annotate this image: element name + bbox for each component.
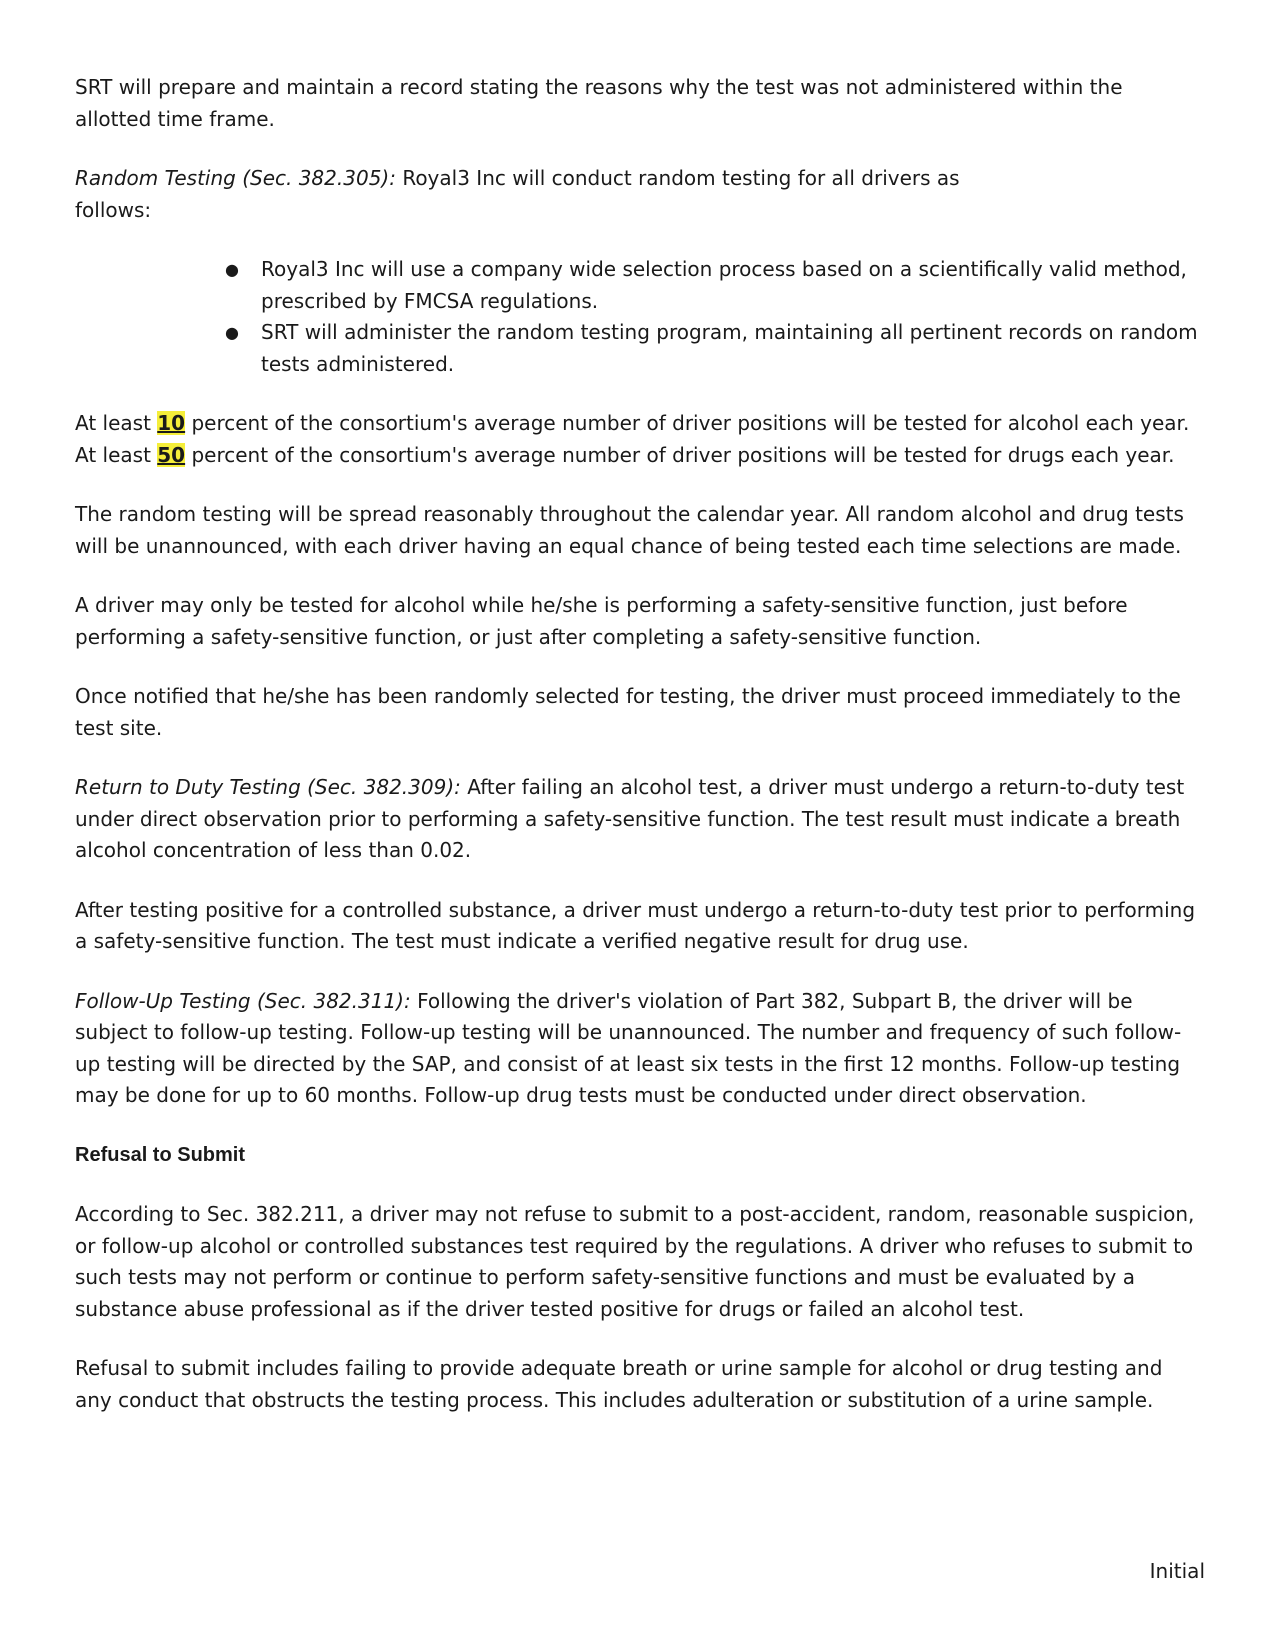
refusal-paragraph-2: Refusal to submit includes failing to provide adequate breath or urine sample for alcohol or drug testing and any conduct that obstructs the testing process. This includes adulteration or substitution of a urine sample. [75, 1356, 1163, 1412]
list-item [225, 254, 1205, 317]
drug-rate-suffix: percent of the consortium's average number of driver positions will be tested for drugs each year. [185, 442, 1175, 467]
bullet-text: SRT will administer the random testing program, maintaining all pertinent records on random tests administered. [261, 320, 1198, 376]
testing-rates-paragraph [75, 408, 1205, 471]
return-to-duty-paragraph [75, 772, 1205, 867]
drug-rate-prefix: At least [75, 442, 158, 467]
return-to-duty-title: Return to Duty Testing (Sec. 382.309): [75, 775, 461, 799]
refusal-heading: Refusal to Submit [75, 1143, 246, 1166]
alcohol-rate-prefix: At least [75, 411, 158, 435]
alcohol-rate-suffix: percent of the consortium's average number of driver positions will be tested for alcohol each year. [185, 411, 1190, 435]
refusal-paragraph-1: According to Sec. 382.211, a driver may not refuse to submit to a post-accident, random, reasonable suspicion, or follow-up alcohol or controlled substances test required by the regulations. A driver who refuses to submit to such tests may not perform or continue to perform safety-sensitive functions and must be evaluated by a substance abuse professional as if the driver tested positive for drugs or failed an alcohol test. [75, 1202, 1195, 1321]
document-page [75, 72, 1205, 1444]
return-to-duty-text: After failing an alcohol test, a driver must undergo a return-to-duty test under direct observation prior to performing a safety-sensitive function. The test result must indicate a breath alcohol concentration of less than 0.02. [75, 775, 1185, 862]
notification-paragraph: Once notified that he/she has been randomly selected for testing, the driver must proceed immediately to the test site. [75, 684, 1181, 740]
list-item [225, 317, 1205, 380]
random-testing-intro-text: Royal3 Inc will conduct random testing for all drivers as follows: [75, 166, 960, 222]
bullet-text: Royal3 Inc will use a company wide selection process based on a scientifically valid method, prescribed by FMCSA regulations. [261, 257, 1187, 313]
random-spread-paragraph: The random testing will be spread reasonably throughout the calendar year. All random alcohol and drug tests will be unannounced, with each driver having an equal chance of being tested each time selections are made. [75, 502, 1184, 558]
return-to-duty-drug-paragraph: After testing positive for a controlled substance, a driver must undergo a return-to-duty test prior to performing a safety-sensitive function. The test must indicate a verified negative result for drug use. [75, 897, 1196, 953]
drug-rate-value: 50 [157, 442, 186, 467]
follow-up-text: Following the driver's violation of Part 382, Subpart B, the driver will be subject to follow-up testing. Follow-up testing will be unannounced. The number and frequency of such follow-up testing will be directed by the SAP, and consist of at least six tests in the first 12 months. Follow-up testing may be done for up to 60 months. Follow-up drug tests must be conducted under direct observation. [75, 988, 1182, 1107]
record-paragraph: SRT will prepare and maintain a record stating the reasons why the test was not administered within the allotted time frame. [75, 75, 1123, 131]
initial-label: Initial [1149, 1559, 1205, 1583]
drug-rate-line [75, 443, 1175, 467]
random-testing-intro [75, 163, 975, 226]
random-testing-bullet-list [75, 254, 1205, 380]
alcohol-window-paragraph: A driver may only be tested for alcohol while he/she is performing a safety-sensitive function, just before performing a safety-sensitive function, or just after completing a safety-sensitive function. [75, 593, 1128, 649]
follow-up-title: Follow-Up Testing (Sec. 382.311): [75, 988, 411, 1013]
random-testing-title: Random Testing (Sec. 382.305): [75, 166, 396, 190]
follow-up-paragraph [75, 986, 1205, 1112]
bullet-icon: ● [225, 260, 239, 279]
alcohol-rate-value: 10 [157, 411, 186, 435]
alcohol-rate-line [75, 411, 1189, 435]
bullet-icon: ● [225, 323, 239, 342]
